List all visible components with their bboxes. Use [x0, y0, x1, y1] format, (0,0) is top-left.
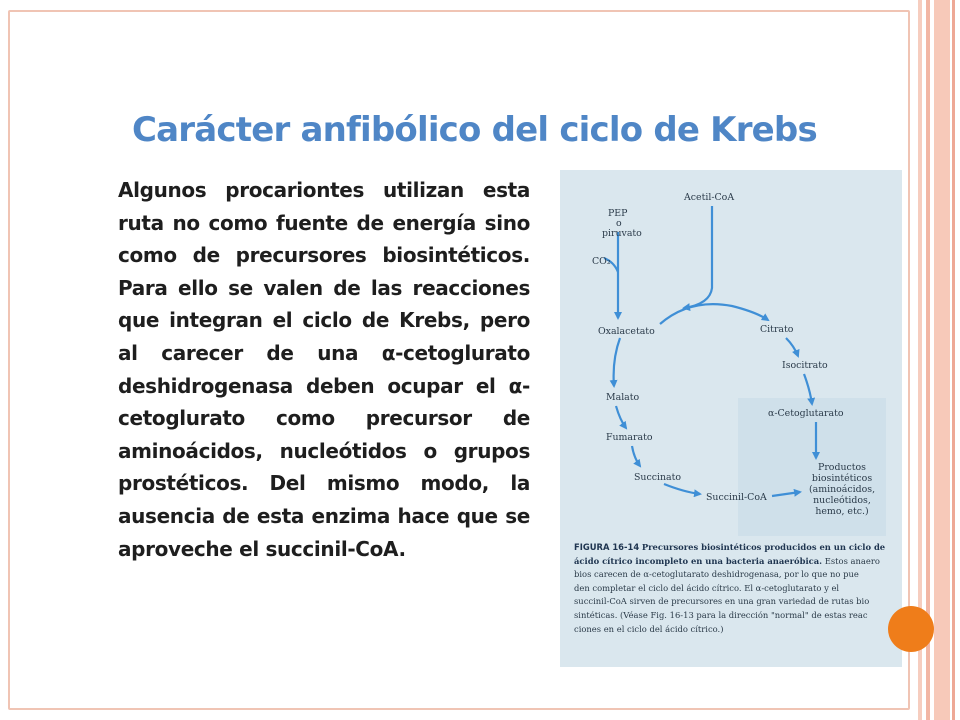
- caption-heading-cont: ácido cítrico incompleto en una bacteria anaeróbica.: [574, 555, 823, 566]
- caption-line: [574, 555, 902, 569]
- node-citrato: Citrato: [760, 324, 794, 335]
- arrow-citrato-isocitrato: [786, 338, 798, 356]
- node-isocitrato: Isocitrato: [782, 360, 828, 371]
- arrow-oxal-citrato: [660, 304, 768, 324]
- arrow-succinato-succinil: [664, 484, 700, 494]
- slide-title: Carácter anfibólico del ciclo de Krebs: [132, 110, 817, 150]
- node-productos-line: biosintéticos: [811, 473, 873, 484]
- stripe: [934, 0, 950, 720]
- node-pep: PEP: [608, 208, 628, 219]
- node-piruvato: piruvato: [602, 228, 642, 239]
- arrow-acetil: [684, 206, 712, 308]
- krebs-cycle-figure: [560, 170, 902, 667]
- arrow-oxal-malato: [614, 338, 620, 386]
- node-productos-line: nucleótidos,: [813, 495, 871, 506]
- caption-heading: Precursores biosintéticos producidos en un ciclo de: [641, 542, 886, 552]
- node-acetil-coa: Acetil-CoA: [684, 192, 735, 203]
- slide-number-circle: [888, 606, 934, 652]
- caption-line: [574, 541, 902, 555]
- node-succinato: Succinato: [634, 472, 681, 483]
- slide-body-text: Algunos procariontes utilizan esta ruta no como fuente de energía sino como de precursores biosintéticos. Para ello se valen de las reacciones que integran el ciclo de Krebs, pero al carecer de una α-cetoglurato deshidrogenasa deben ocupar el α-cetoglurato como precursor de aminoácidos, nucleótidos o grupos prostéticos. Del mismo modo, la ausencia de esta enzima hace que se aproveche el succinil-CoA.: [118, 178, 530, 561]
- caption-text: Estos anaero: [824, 555, 880, 566]
- arrow-fumarato-succinato: [632, 446, 640, 466]
- node-co2: CO₂: [592, 256, 611, 267]
- caption-line: succinil-CoA sirven de precursores en una gran variedad de rutas bio: [574, 596, 870, 607]
- caption-line: sintéticas. (Véase Fig. 16-13 para la dirección "normal" de estas reac: [574, 609, 868, 620]
- caption-line: bios carecen de α-cetoglutarato deshidrogenasa, por lo que no pue: [574, 569, 859, 580]
- node-productos-line: (aminoácidos,: [808, 484, 876, 495]
- node-fumarato: Fumarato: [606, 432, 653, 443]
- arrow-malato-fumarato: [616, 406, 626, 428]
- node-productos-line: hemo, etc.): [815, 506, 869, 517]
- node-cetoglutarato: α-Cetoglutarato: [768, 408, 844, 419]
- node-succinil-coa: Succinil-CoA: [706, 492, 767, 503]
- node-oxalacetato: Oxalacetato: [598, 326, 655, 337]
- node-o: o: [616, 218, 622, 229]
- stripe: [952, 0, 955, 720]
- figure-caption: [574, 541, 902, 636]
- node-malato: Malato: [606, 392, 640, 403]
- caption-line: ciones en el ciclo del ácido cítrico.): [574, 623, 724, 634]
- caption-line: den completar el ciclo del ácido cítrico. El α-cetoglutarato y el: [574, 582, 840, 593]
- node-productos-line: Productos: [818, 462, 866, 473]
- caption-label: FIGURA 16-14: [574, 542, 640, 552]
